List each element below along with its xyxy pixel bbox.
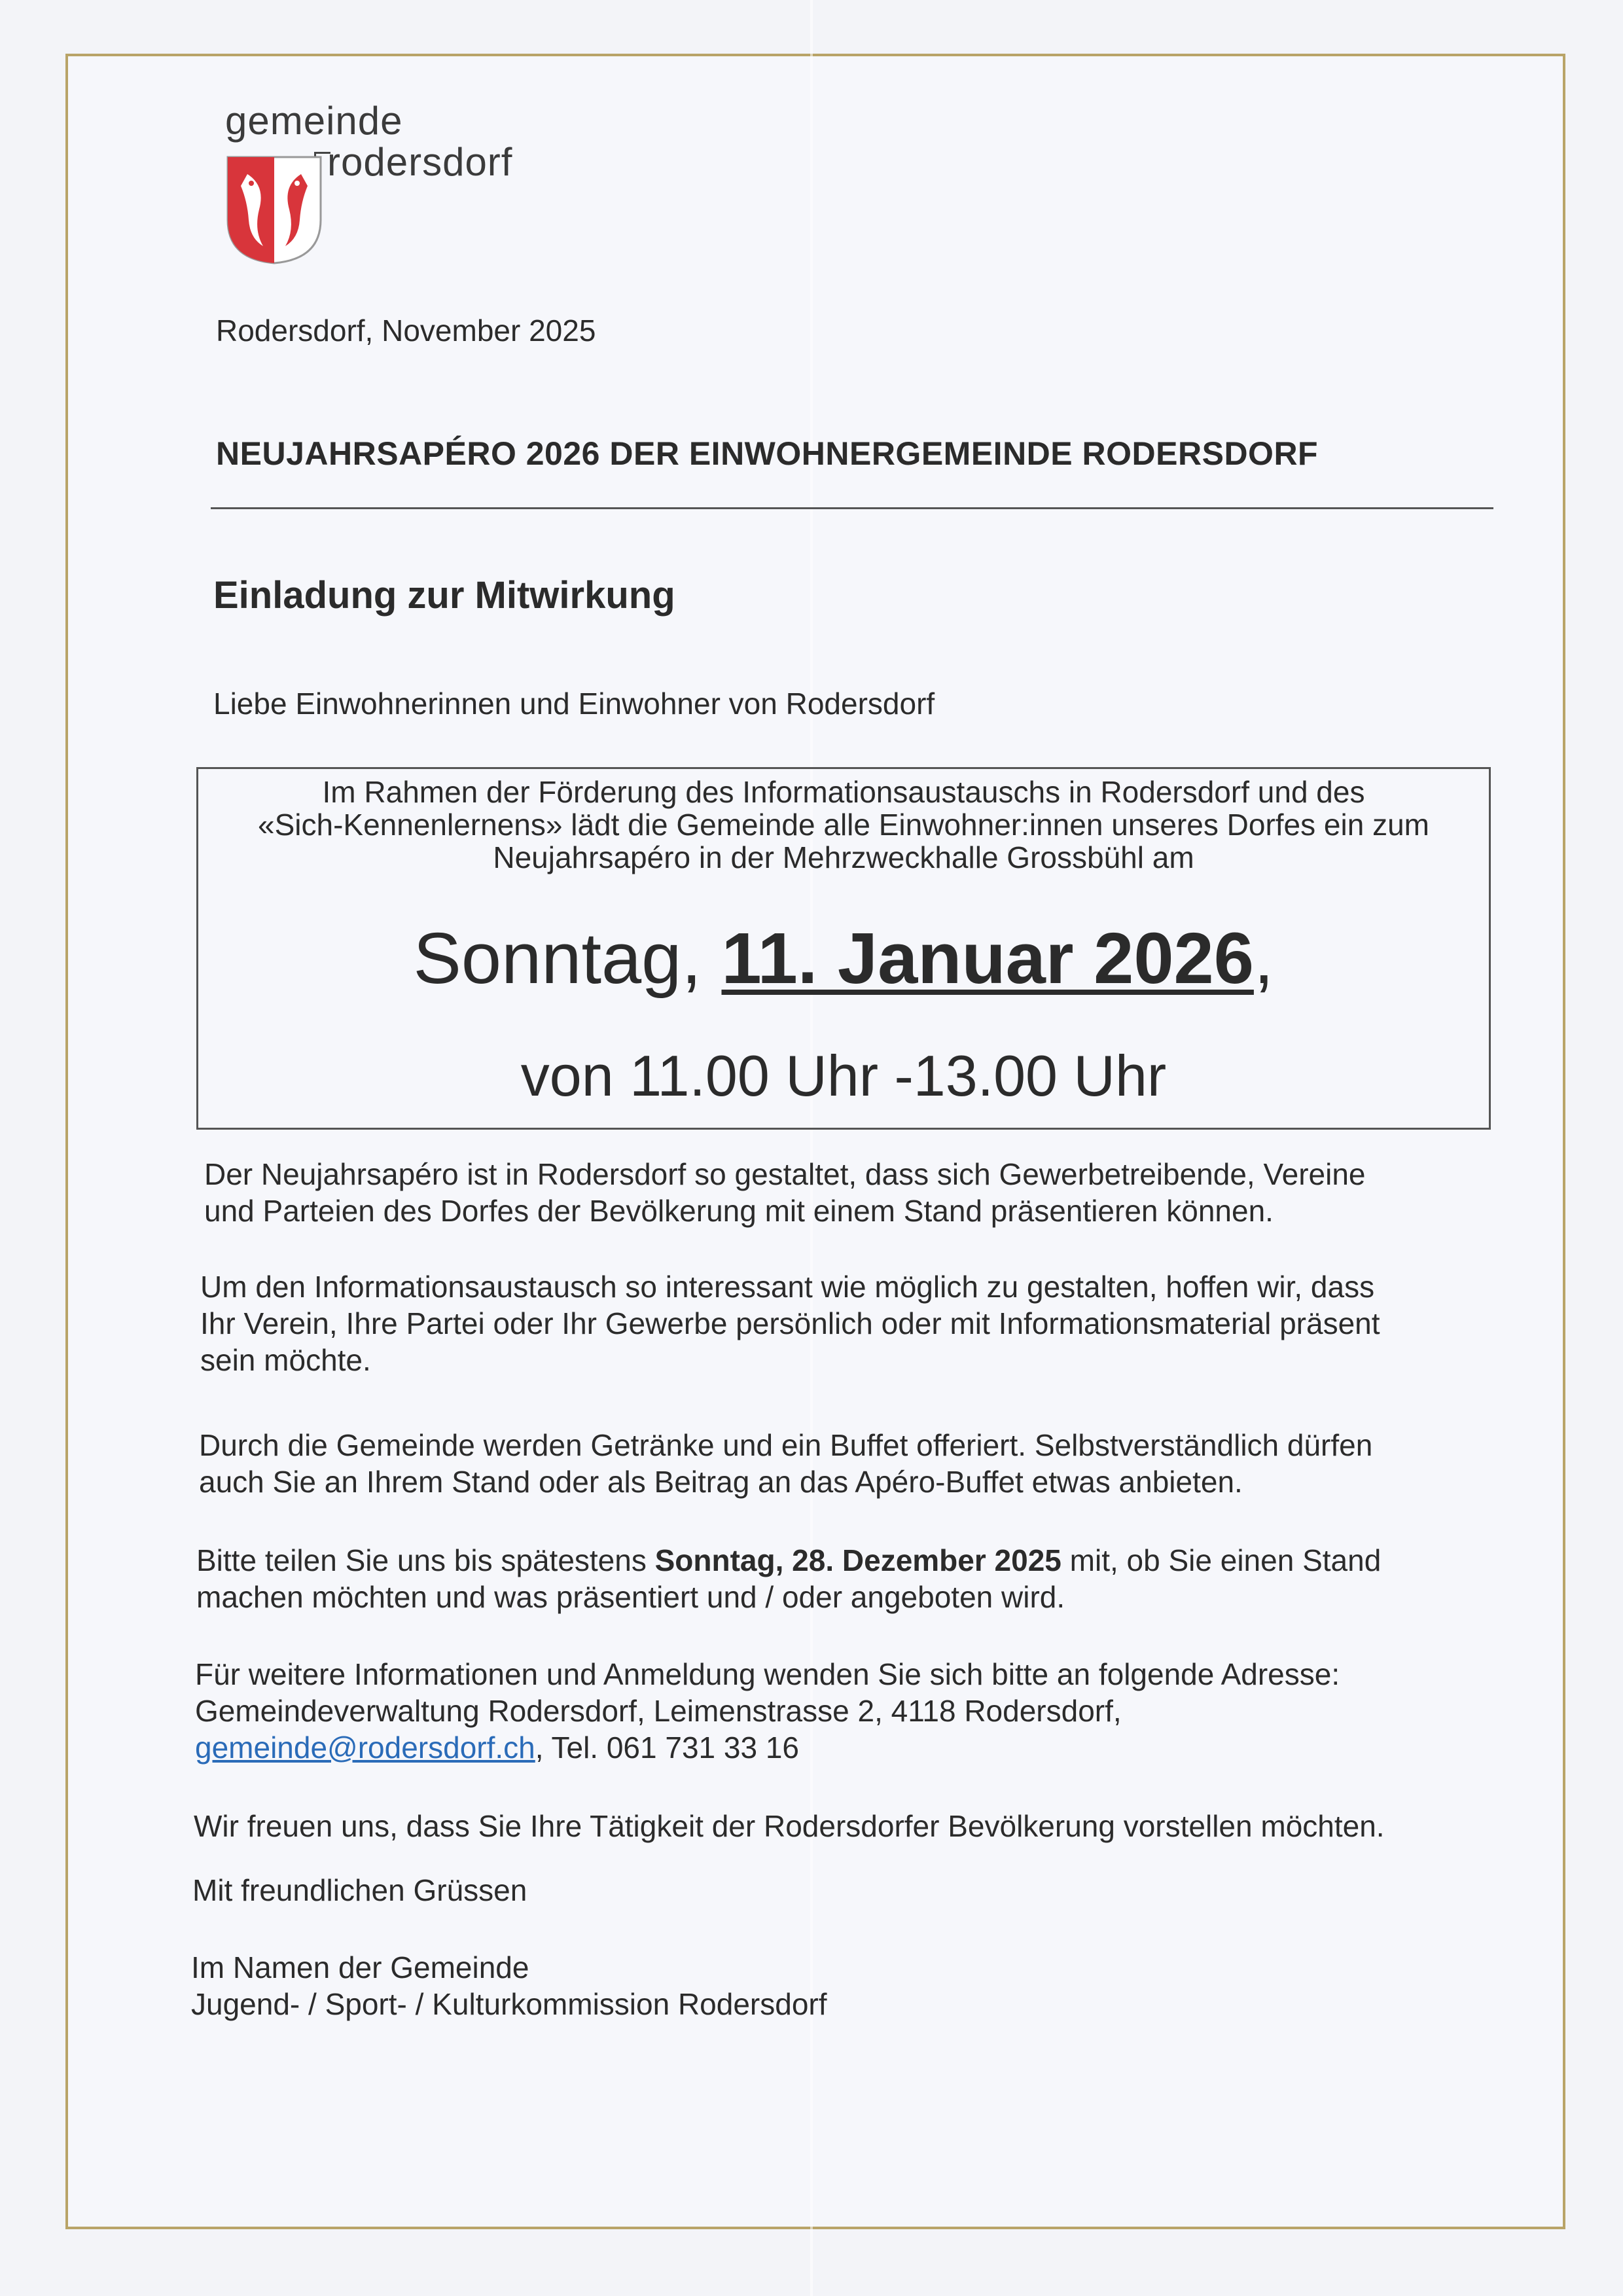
greeting [192, 1872, 527, 1909]
paragraph-participation [200, 1268, 1380, 1378]
paragraph-line: Um den Informationsaustausch so interessant wie möglich zu gestalten, hoffen wir, dass [200, 1270, 1375, 1304]
paragraph-line: Für weitere Informationen und Anmeldung wenden Sie sich bitte an folgende Adresse: [195, 1657, 1340, 1691]
signature-block [191, 1949, 827, 2022]
paragraph-line: sein möchte. [200, 1343, 371, 1377]
email-link[interactable]: gemeinde@rodersdorf.ch [195, 1731, 535, 1765]
signature-line: Jugend- / Sport- / Kulturkommission Rodersdorf [191, 1987, 827, 2021]
event-day: Sonntag, [413, 918, 722, 999]
paragraph-line [196, 1542, 1381, 1579]
deadline-date: Sonntag, 28. Dezember 2025 [654, 1543, 1061, 1577]
paragraph-contact [195, 1656, 1340, 1766]
contact-phone: , Tel. 061 731 33 16 [535, 1731, 800, 1765]
logo-text-gemeinde: gemeinde [225, 99, 403, 143]
document-subtitle: Einladung zur Mitwirkung [213, 574, 675, 617]
paragraph-line: machen möchten und was präsentiert und / oder angeboten wird. [196, 1580, 1065, 1614]
invitation-box [196, 767, 1491, 1130]
signature-line: Im Namen der Gemeinde [191, 1950, 529, 1984]
paragraph-line [195, 1729, 1340, 1766]
invitation-line: «Sich-Kennenlernens» lädt die Gemeinde alle Einwohner:innen unseres Dorfes ein zum [258, 808, 1429, 842]
event-time: von 11.00 Uhr -13.00 Uhr [520, 1043, 1167, 1108]
coat-of-arms-icon [225, 154, 323, 266]
salutation: Liebe Einwohnerinnen und Einwohner von Rodersdorf [213, 687, 935, 721]
paragraph-deadline [196, 1542, 1381, 1615]
deadline-prefix: Bitte teilen Sie uns bis spätestens [196, 1543, 655, 1577]
paragraph-buffet [199, 1427, 1372, 1500]
contact-address: Gemeindeverwaltung Rodersdorf, Leimenstrasse 2, 4118 Rodersdorf, [195, 1694, 1122, 1728]
logo-text-rodersdorf: rodersdorf [327, 140, 513, 184]
paragraph-line: und Parteien des Dorfes der Bevölkerung mit einem Stand präsentieren können. [204, 1194, 1274, 1228]
title-divider [211, 507, 1493, 509]
paragraph-line: Wir freuen uns, dass Sie Ihre Tätigkeit der Rodersdorfer Bevölkerung vorstellen möchten. [194, 1809, 1385, 1843]
invitation-line: Neujahrsapéro in der Mehrzweckhalle Grossbühl am [493, 840, 1194, 874]
paragraph-line: auch Sie an Ihrem Stand oder als Beitrag an das Apéro-Buffet etwas anbieten. [199, 1465, 1243, 1499]
invitation-line: Im Rahmen der Förderung des Informationsaustauschs in Rodersdorf und des [322, 775, 1365, 809]
document-title: NEUJAHRSAPÉRO 2026 DER EINWOHNERGEMEINDE RODERSDORF [216, 435, 1319, 472]
paragraph-line: Durch die Gemeinde werden Getränke und ein Buffet offeriert. Selbstverständlich dürfen [199, 1428, 1373, 1462]
event-date-strong: 11. Januar 2026 [721, 918, 1254, 999]
paragraph-closing [194, 1808, 1385, 1844]
document-date: Rodersdorf, November 2025 [216, 314, 596, 348]
deadline-suffix: mit, ob Sie einen Stand [1061, 1543, 1382, 1577]
paragraph-line: Ihr Verein, Ihre Partei oder Ihr Gewerbe persönlich oder mit Informationsmaterial präsent [200, 1306, 1380, 1340]
paragraph-line: Der Neujahrsapéro ist in Rodersdorf so gestaltet, dass sich Gewerbetreibende, Vereine [204, 1157, 1366, 1191]
paragraph-line: Mit freundlichen Grüssen [192, 1873, 527, 1907]
event-date [198, 917, 1489, 1000]
paragraph-concept [204, 1156, 1366, 1229]
event-date-comma: , [1253, 918, 1274, 999]
